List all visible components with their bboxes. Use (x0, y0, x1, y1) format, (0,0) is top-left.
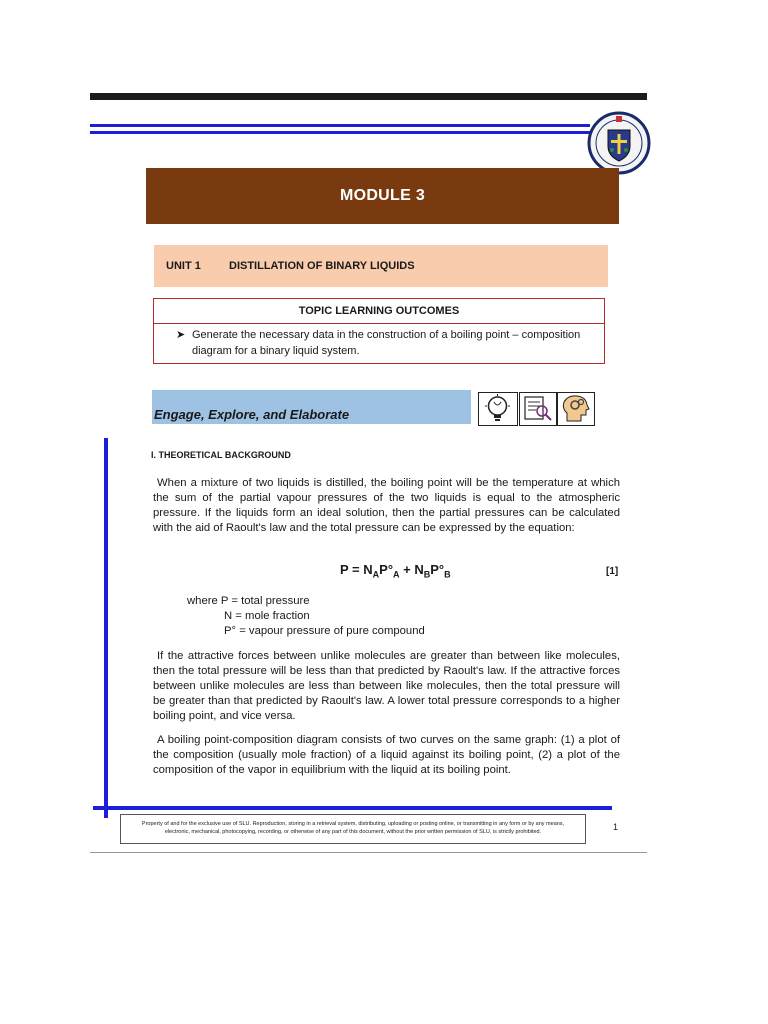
magnifier-document-icon (519, 392, 557, 426)
where-definitions (187, 594, 425, 639)
where-line-mole-fraction: N = mole fraction (224, 610, 310, 622)
header-blue-line-2 (90, 131, 590, 134)
footer-blue-line (93, 806, 612, 810)
paragraph-3: A boiling point-composition diagram consists of two curves on the same graph: (1) a plot of the composition (usually mole fraction) of a liquid against its boiling point, (2) a plot of the composition of the vapor in equilibrium with the liquid at its boiling point. (153, 734, 620, 776)
equation-number: [1] (606, 566, 619, 577)
top-black-rule (90, 93, 647, 100)
page-number: 1 (613, 822, 619, 832)
tlo-item-text: Generate the necessary data in the construction of a boiling point – composition diagram for a binary liquid system. (192, 329, 581, 357)
unit-number: UNIT 1 (166, 260, 201, 272)
head-gears-icon (557, 392, 595, 426)
paragraph-2: If the attractive forces between unlike molecules are greater than between like molecules, then the total pressure will be less than that predicted by Raoult's law. If the attractive forces between unlike molecules are less than between like molecules, then the total pressure will be greater than that predicted by Raoult's law. A lower total pressure corresponds to a higher boiling point, and vice versa. (153, 650, 620, 722)
arrow-bullet-icon: ➤ (176, 329, 186, 341)
footer-gray-rule (90, 852, 647, 853)
copyright-notice: Property of and for the exclusive use of SLU. Reproduction, storing in a retrieval system, distributing, uploading or posting online, or transmitting in any form or by any means, electronic, mechanical, photocopying, recording, or otherwise of any part of this document, without the prior written permission of SLU, is strictly prohibited. (120, 814, 586, 844)
where-line-vapour-pressure: P° = vapour pressure of pure compound (224, 625, 425, 637)
section-title: I. THEORETICAL BACKGROUND (151, 450, 291, 460)
module-title: MODULE 3 (146, 168, 619, 224)
left-blue-margin-bar (104, 438, 108, 818)
paragraph-1: When a mixture of two liquids is distilled, the boiling point will be the temperature at which the sum of the partial vapour pressures of the two liquids is equal to the atmospheric pressure. If the liquids form an ideal solution, then the partial pressures can be calculated with the aid of Raoult's law and the total pressure can be expressed by the equation: (153, 477, 620, 534)
tlo-header: TOPIC LEARNING OUTCOMES (154, 299, 604, 324)
unit-band (154, 245, 608, 287)
raoult-equation: $P = N_AP^\circ_A + N_BP^\circ_B$ (340, 562, 451, 580)
university-seal-logo (586, 110, 652, 176)
unit-title: DISTILLATION OF BINARY LIQUIDS (229, 260, 415, 272)
header-blue-line-1 (90, 124, 590, 127)
lightbulb-icon (478, 392, 518, 426)
tlo-item (154, 324, 604, 359)
where-line-total-pressure: where P = total pressure (187, 595, 310, 607)
engage-explore-elaborate-band: Engage, Explore, and Elaborate (152, 390, 471, 424)
topic-learning-outcomes-box (153, 298, 605, 364)
